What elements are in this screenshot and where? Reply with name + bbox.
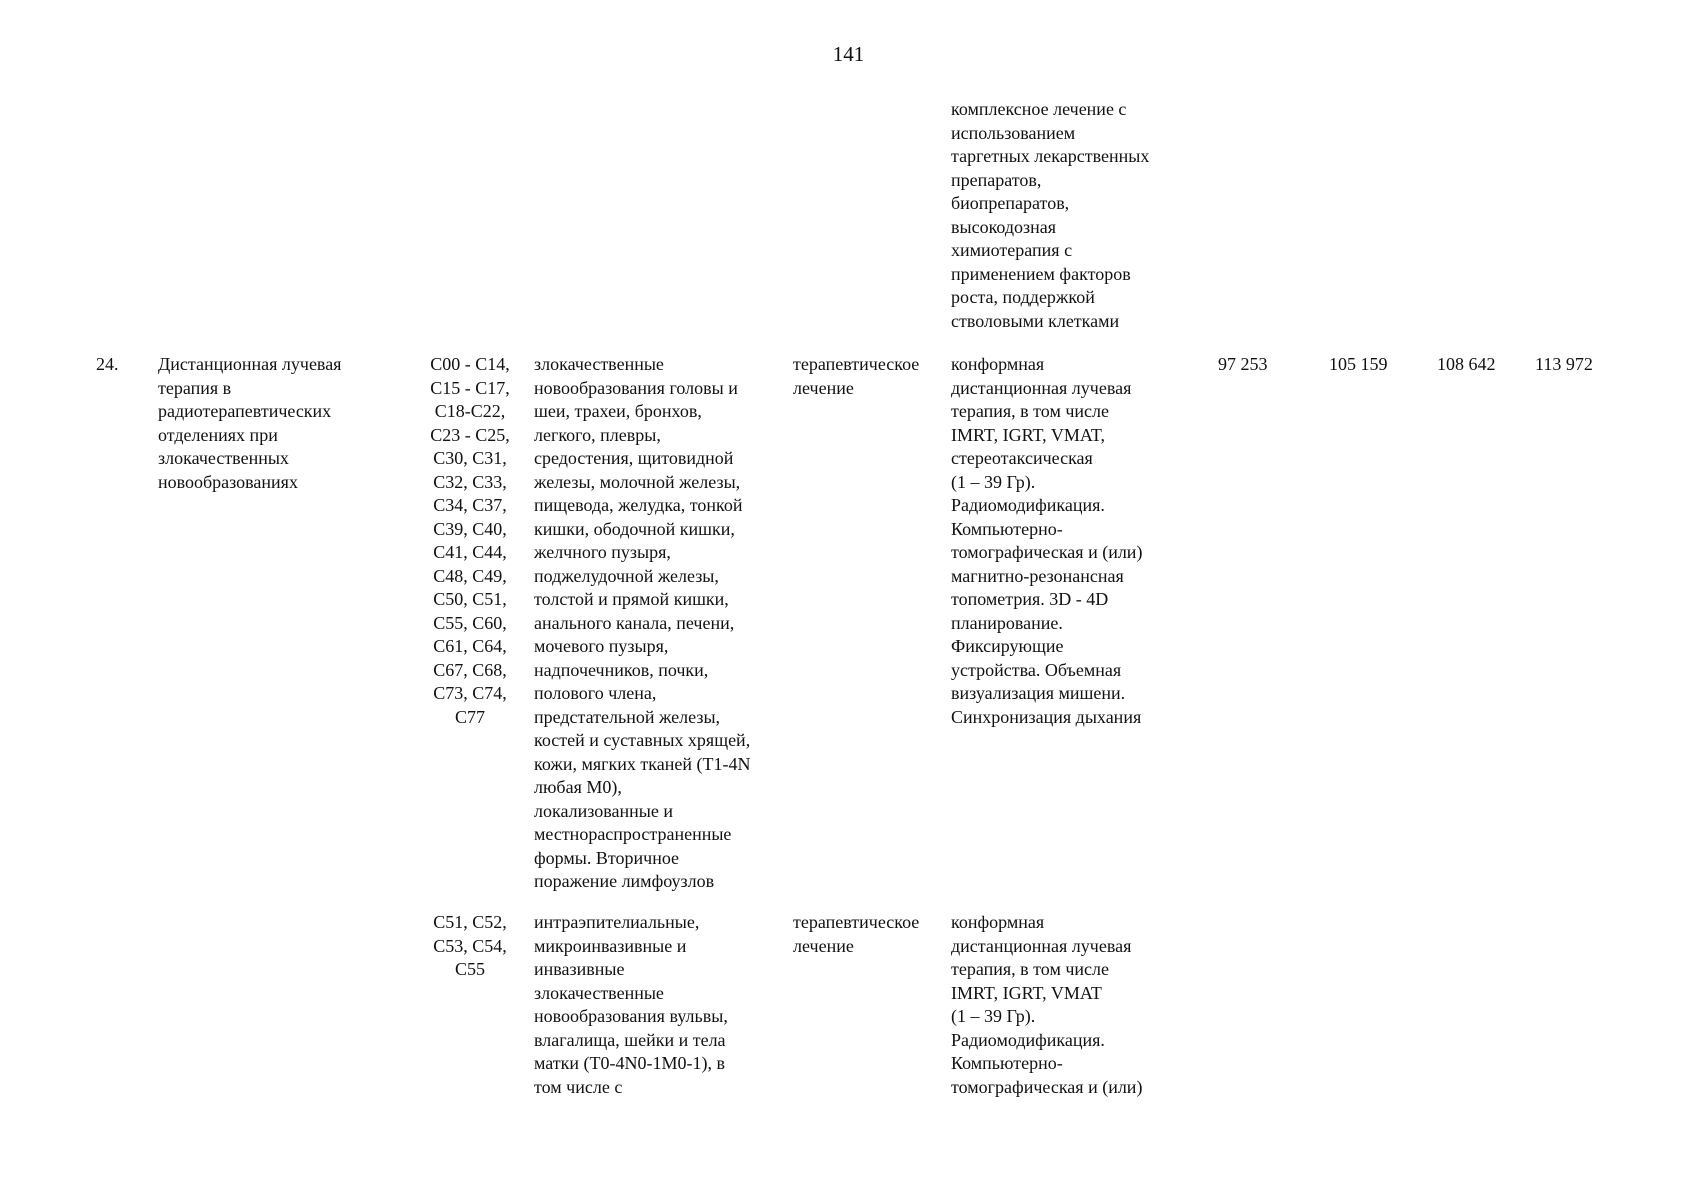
icd-codes: C51, C52, C53, C54, C55 [433,912,507,979]
row-name: Дистанционная лучевая терапия в радиотерапевтических отделениях при злокачественных новообразованиях [158,354,342,492]
treatment-type: терапевтическое лечение [793,354,920,398]
treatment-method: конформная дистанционная лучевая терапия, в том числе IMRT, IGRT, VMAT, стереотаксическая (1 – 39 Гр). Радиомодификация. Компьютерно- томографическая и (или) магнитно-резонансная топометрия. 3D - 4D планирование. Фиксирующие устройства. Объемная визуализация мишени. Синхронизация дыхания [951,354,1143,727]
value-3: 108 642 [1437,354,1496,374]
condition-text: злокачественные новообразования головы и шеи, трахеи, бронхов, легкого, плевры, средостения, щитовидной железы, молочной железы, пищевода, желудка, тонкой кишки, ободочной кишки, желчного пузыря, поджелудочной железы, толстой и прямой кишки, анального канала, печени, мочевого пузыря, надпочечников, почки, полового члена, предстательной железы, костей и суставных хрящей, кожи, мягких тканей (T1-4N любая M0), локализованные и местнораспространенные формы. Вторичное поражение лимфоузлов [534,354,751,891]
value-2: 105 159 [1329,354,1388,374]
value-4: 113 972 [1535,354,1593,374]
treatment-type: терапевтическое лечение [793,912,920,956]
continuation-method: комплексное лечение с использованием таргетных лекарственных препаратов, биопрепаратов, высокодозная химиотерапия с применением факторов роста, поддержкой стволовыми клетками [951,99,1150,331]
row-number: 24. [96,354,119,374]
page-number: 141 [832,42,865,66]
treatment-method: конформная дистанционная лучевая терапия, в том числе IMRT, IGRT, VMAT (1 – 39 Гр). Радиомодификация. Компьютерно- томографическая и (или) [951,912,1143,1097]
icd-codes: C00 - C14, C15 - C17, C18-C22, C23 - C25, C30, C31, C32, C33, C34, C37, C39, C40, C41, C44, C48, C49, C50, C51, C55, C60, C61, C64, C67, C68, C73, C74, C77 [430,354,510,727]
value-1: 97 253 [1218,354,1268,374]
condition-text: интраэпителиальные, микроинвазивные и инвазивные злокачественные новообразования вульвы, влагалища, шейки и тела матки (T0-4N0-1M0-1), в том числе с [534,912,728,1097]
